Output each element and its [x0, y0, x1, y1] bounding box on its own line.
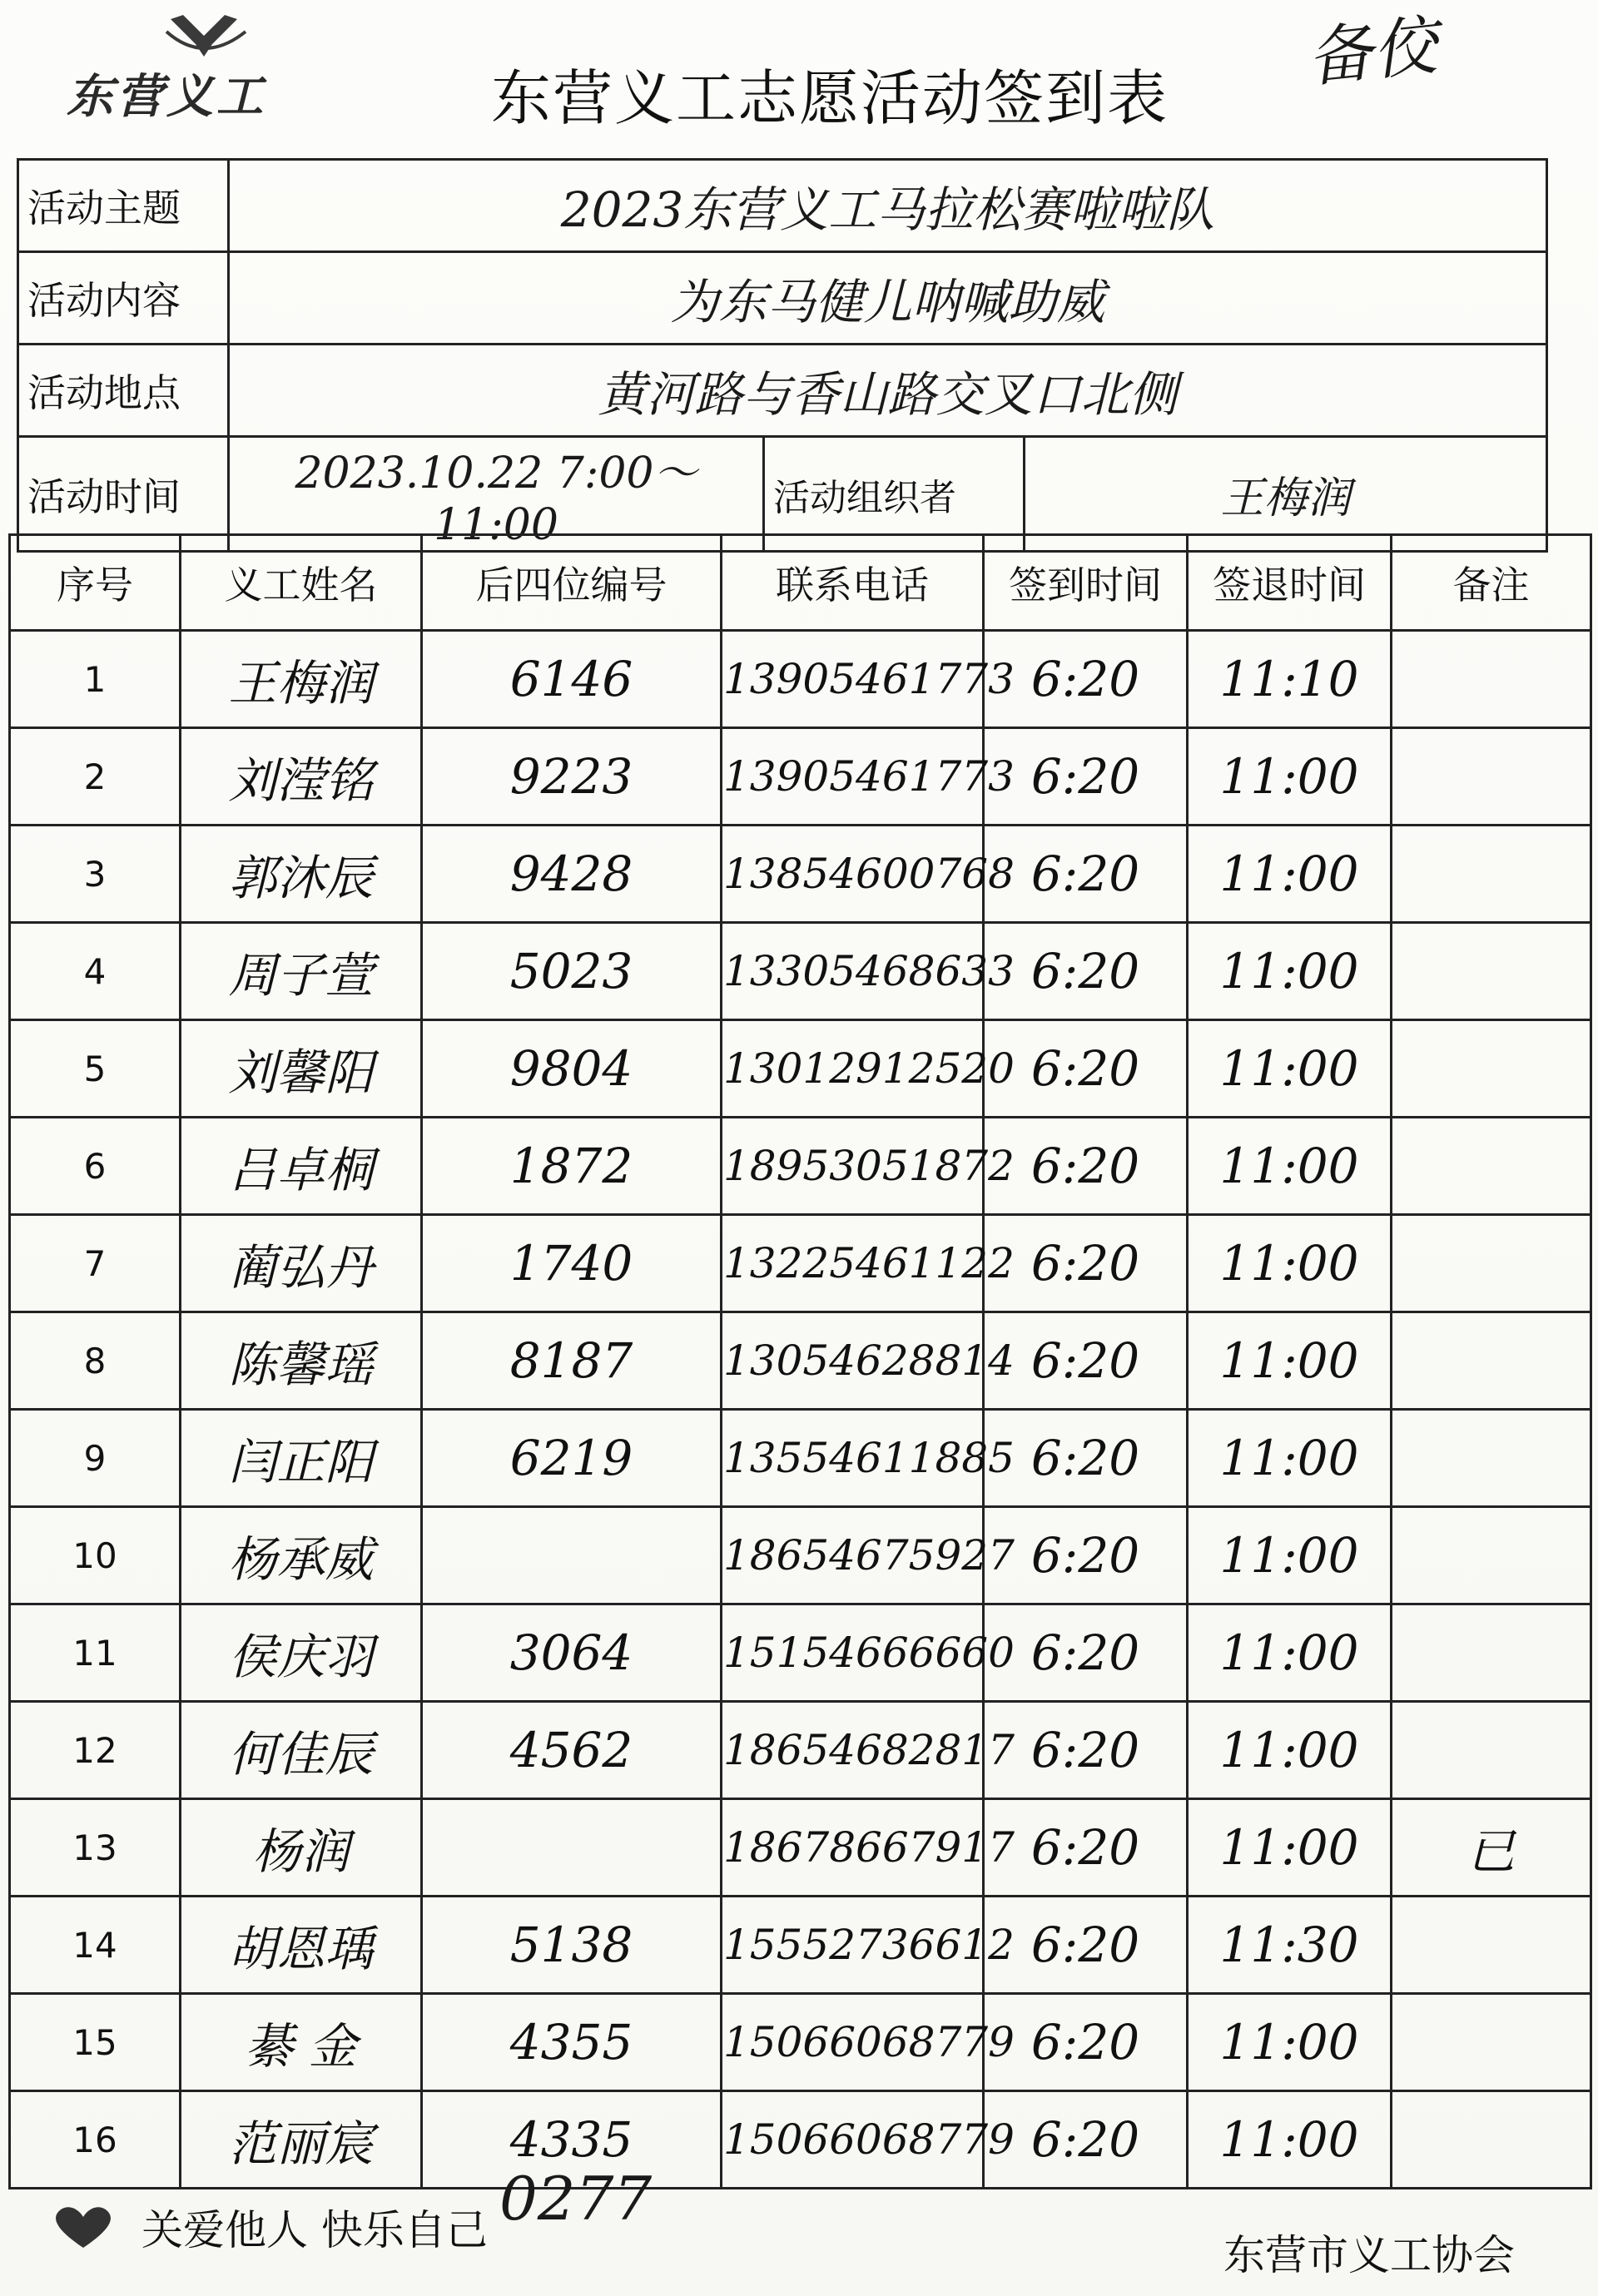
organizer-label: 活动组织者	[764, 437, 1025, 552]
remark	[1392, 631, 1591, 728]
phone-number: 13905461773	[722, 631, 984, 728]
heart-icon	[50, 2202, 117, 2252]
volunteer-name: 胡恩瑀	[181, 1897, 422, 1994]
volunteer-name: 綦 金	[181, 1994, 422, 2091]
table-row	[10, 1312, 1591, 1410]
row-number: 9	[10, 1410, 181, 1507]
page-title: 东营义工志愿活动签到表	[491, 63, 1169, 133]
check-out-time: 11:00	[1188, 1604, 1392, 1702]
volunteer-name: 吕卓桐	[181, 1118, 422, 1215]
column-header: 联系电话	[722, 535, 984, 631]
check-in-time: 6:20	[984, 1312, 1188, 1410]
row-number: 10	[10, 1507, 181, 1604]
content-label: 活动内容	[18, 252, 229, 345]
check-out-time: 11:00	[1188, 1799, 1392, 1897]
check-in-time: 6:20	[984, 1410, 1188, 1507]
check-out-time: 11:00	[1188, 1020, 1392, 1118]
id-last4	[422, 1507, 722, 1604]
row-number: 11	[10, 1604, 181, 1702]
column-header: 签退时间	[1188, 535, 1392, 631]
table-row	[10, 631, 1591, 728]
volunteer-name: 闫正阳	[181, 1410, 422, 1507]
check-in-time: 6:20	[984, 1604, 1188, 1702]
volunteer-name: 何佳辰	[181, 1702, 422, 1799]
remark	[1392, 1897, 1591, 1994]
table-row	[10, 728, 1591, 826]
id-last4: 9804	[422, 1020, 722, 1118]
id-last4: 9428	[422, 826, 722, 923]
table-row	[10, 826, 1591, 923]
table-row	[10, 1507, 1591, 1604]
volunteer-name: 刘滢铭	[181, 728, 422, 826]
check-out-time: 11:00	[1188, 1410, 1392, 1507]
remark	[1392, 1312, 1591, 1410]
id-last4: 5023	[422, 923, 722, 1020]
row-number: 7	[10, 1215, 181, 1312]
column-header: 义工姓名	[181, 535, 422, 631]
phone-number: 13054628814	[722, 1312, 984, 1410]
phone-number: 18654675927	[722, 1507, 984, 1604]
volunteer-name: 郭沐辰	[181, 826, 422, 923]
table-row	[10, 1020, 1591, 1118]
slogan-text: 关爱他人 快乐自己	[141, 2206, 488, 2254]
table-row	[10, 923, 1591, 1020]
check-out-time: 11:00	[1188, 923, 1392, 1020]
id-last4: 4355	[422, 1994, 722, 2091]
remark	[1392, 728, 1591, 826]
id-last4: 6219	[422, 1410, 722, 1507]
check-out-time: 11:00	[1188, 826, 1392, 923]
remark	[1392, 923, 1591, 1020]
activity-info-table	[17, 158, 1548, 553]
row-number: 13	[10, 1799, 181, 1897]
table-row	[10, 1702, 1591, 1799]
volunteer-name: 陈馨瑶	[181, 1312, 422, 1410]
column-header: 备注	[1392, 535, 1591, 631]
check-out-time: 11:00	[1188, 1994, 1392, 2091]
column-header: 签到时间	[984, 535, 1188, 631]
check-out-time: 11:00	[1188, 1118, 1392, 1215]
table-body	[10, 631, 1591, 2189]
corner-note: 备佼	[1303, 8, 1442, 97]
volunteer-name: 刘馨阳	[181, 1020, 422, 1118]
volunteer-name: 范丽宸	[181, 2091, 422, 2189]
volunteer-name: 杨润	[181, 1799, 422, 1897]
footer-org: 东营市义工协会	[1223, 2231, 1515, 2279]
volunteer-name: 杨承威	[181, 1507, 422, 1604]
table-row	[10, 1994, 1591, 2091]
row-number: 5	[10, 1020, 181, 1118]
check-out-time: 11:00	[1188, 1312, 1392, 1410]
check-out-time: 11:00	[1188, 1507, 1392, 1604]
volunteer-name: 蔺弘丹	[181, 1215, 422, 1312]
check-in-time: 6:20	[984, 1702, 1188, 1799]
row-number: 14	[10, 1897, 181, 1994]
check-in-time: 6:20	[984, 1118, 1188, 1215]
place-label: 活动地点	[18, 345, 229, 437]
check-in-time: 6:20	[984, 923, 1188, 1020]
check-in-time: 6:20	[984, 826, 1188, 923]
check-in-time: 6:20	[984, 1994, 1188, 2091]
table-row	[10, 1215, 1591, 1312]
phone-number: 15066068779	[722, 2091, 984, 2189]
check-in-time: 6:20	[984, 1897, 1188, 1994]
phone-number: 15066068779	[722, 1994, 984, 2091]
theme-value: 2023东营义工马拉松赛啦啦队	[229, 160, 1547, 252]
phone-number: 13854600768	[722, 826, 984, 923]
time-value: 2023.10.22 7:00～11:00	[229, 437, 764, 552]
id-last4: 1740	[422, 1215, 722, 1312]
remark	[1392, 1020, 1591, 1118]
check-out-time: 11:30	[1188, 1897, 1392, 1994]
volunteer-name: 侯庆羽	[181, 1604, 422, 1702]
id-last4: 5138	[422, 1897, 722, 1994]
remark	[1392, 1215, 1591, 1312]
logo-text: 东营义工	[67, 69, 266, 124]
check-out-time: 11:10	[1188, 631, 1392, 728]
check-in-time: 6:20	[984, 728, 1188, 826]
remark	[1392, 1604, 1591, 1702]
row-number: 16	[10, 2091, 181, 2189]
check-in-time: 6:20	[984, 631, 1188, 728]
check-in-time: 6:20	[984, 1020, 1188, 1118]
table-row	[10, 1410, 1591, 1507]
column-header: 后四位编号	[422, 535, 722, 631]
check-out-time: 11:00	[1188, 728, 1392, 826]
volunteer-name: 王梅润	[181, 631, 422, 728]
id-last4: 8187	[422, 1312, 722, 1410]
remark	[1392, 1702, 1591, 1799]
content-value: 为东马健儿呐喊助威	[229, 252, 1547, 345]
id-last4: 1872	[422, 1118, 722, 1215]
phone-number: 13225461122	[722, 1215, 984, 1312]
theme-label: 活动主题	[18, 160, 229, 252]
table-row	[10, 1118, 1591, 1215]
phone-number: 18953051872	[722, 1118, 984, 1215]
id-last4: 3064	[422, 1604, 722, 1702]
phone-number: 13305468633	[722, 923, 984, 1020]
sign-in-table	[8, 533, 1592, 2189]
bird-logo-icon	[58, 7, 333, 65]
check-out-time: 11:00	[1188, 1702, 1392, 1799]
id-last4: 4562	[422, 1702, 722, 1799]
place-value: 黄河路与香山路交叉口北侧	[229, 345, 1547, 437]
remark	[1392, 1507, 1591, 1604]
extra-code-note: 0277	[499, 2164, 653, 2234]
check-in-time: 6:20	[984, 1507, 1188, 1604]
row-number: 2	[10, 728, 181, 826]
table-row	[10, 1799, 1591, 1897]
phone-number: 15154666660	[722, 1604, 984, 1702]
footer-slogan	[50, 2197, 488, 2257]
table-row	[10, 1897, 1591, 1994]
phone-number: 18654682817	[722, 1702, 984, 1799]
check-out-time: 11:00	[1188, 1215, 1392, 1312]
remark	[1392, 2091, 1591, 2189]
remark	[1392, 1994, 1591, 2091]
phone-number: 13554611885	[722, 1410, 984, 1507]
row-number: 8	[10, 1312, 181, 1410]
id-last4: 6146	[422, 631, 722, 728]
table-row	[10, 1604, 1591, 1702]
id-last4	[422, 1799, 722, 1897]
remark	[1392, 826, 1591, 923]
row-number: 1	[10, 631, 181, 728]
row-number: 3	[10, 826, 181, 923]
id-last4: 4335	[422, 2091, 722, 2189]
organizer-value: 王梅润	[1025, 437, 1547, 552]
table-row	[10, 2091, 1591, 2189]
phone-number: 15552736612	[722, 1897, 984, 1994]
row-number: 6	[10, 1118, 181, 1215]
time-label: 活动时间	[18, 437, 229, 552]
table-header-row	[10, 535, 1591, 631]
phone-number: 13905461773	[722, 728, 984, 826]
row-number: 15	[10, 1994, 181, 2091]
remark	[1392, 1118, 1591, 1215]
check-out-time: 11:00	[1188, 2091, 1392, 2189]
row-number: 12	[10, 1702, 181, 1799]
phone-number: 13012912520	[722, 1020, 984, 1118]
remark: 已	[1392, 1799, 1591, 1897]
remark	[1392, 1410, 1591, 1507]
check-in-time: 6:20	[984, 1215, 1188, 1312]
id-last4: 9223	[422, 728, 722, 826]
volunteer-name: 周子萱	[181, 923, 422, 1020]
check-in-time: 6:20	[984, 2091, 1188, 2189]
column-header: 序号	[10, 535, 181, 631]
row-number: 4	[10, 923, 181, 1020]
phone-number: 18678667917	[722, 1799, 984, 1897]
check-in-time: 6:20	[984, 1799, 1188, 1897]
